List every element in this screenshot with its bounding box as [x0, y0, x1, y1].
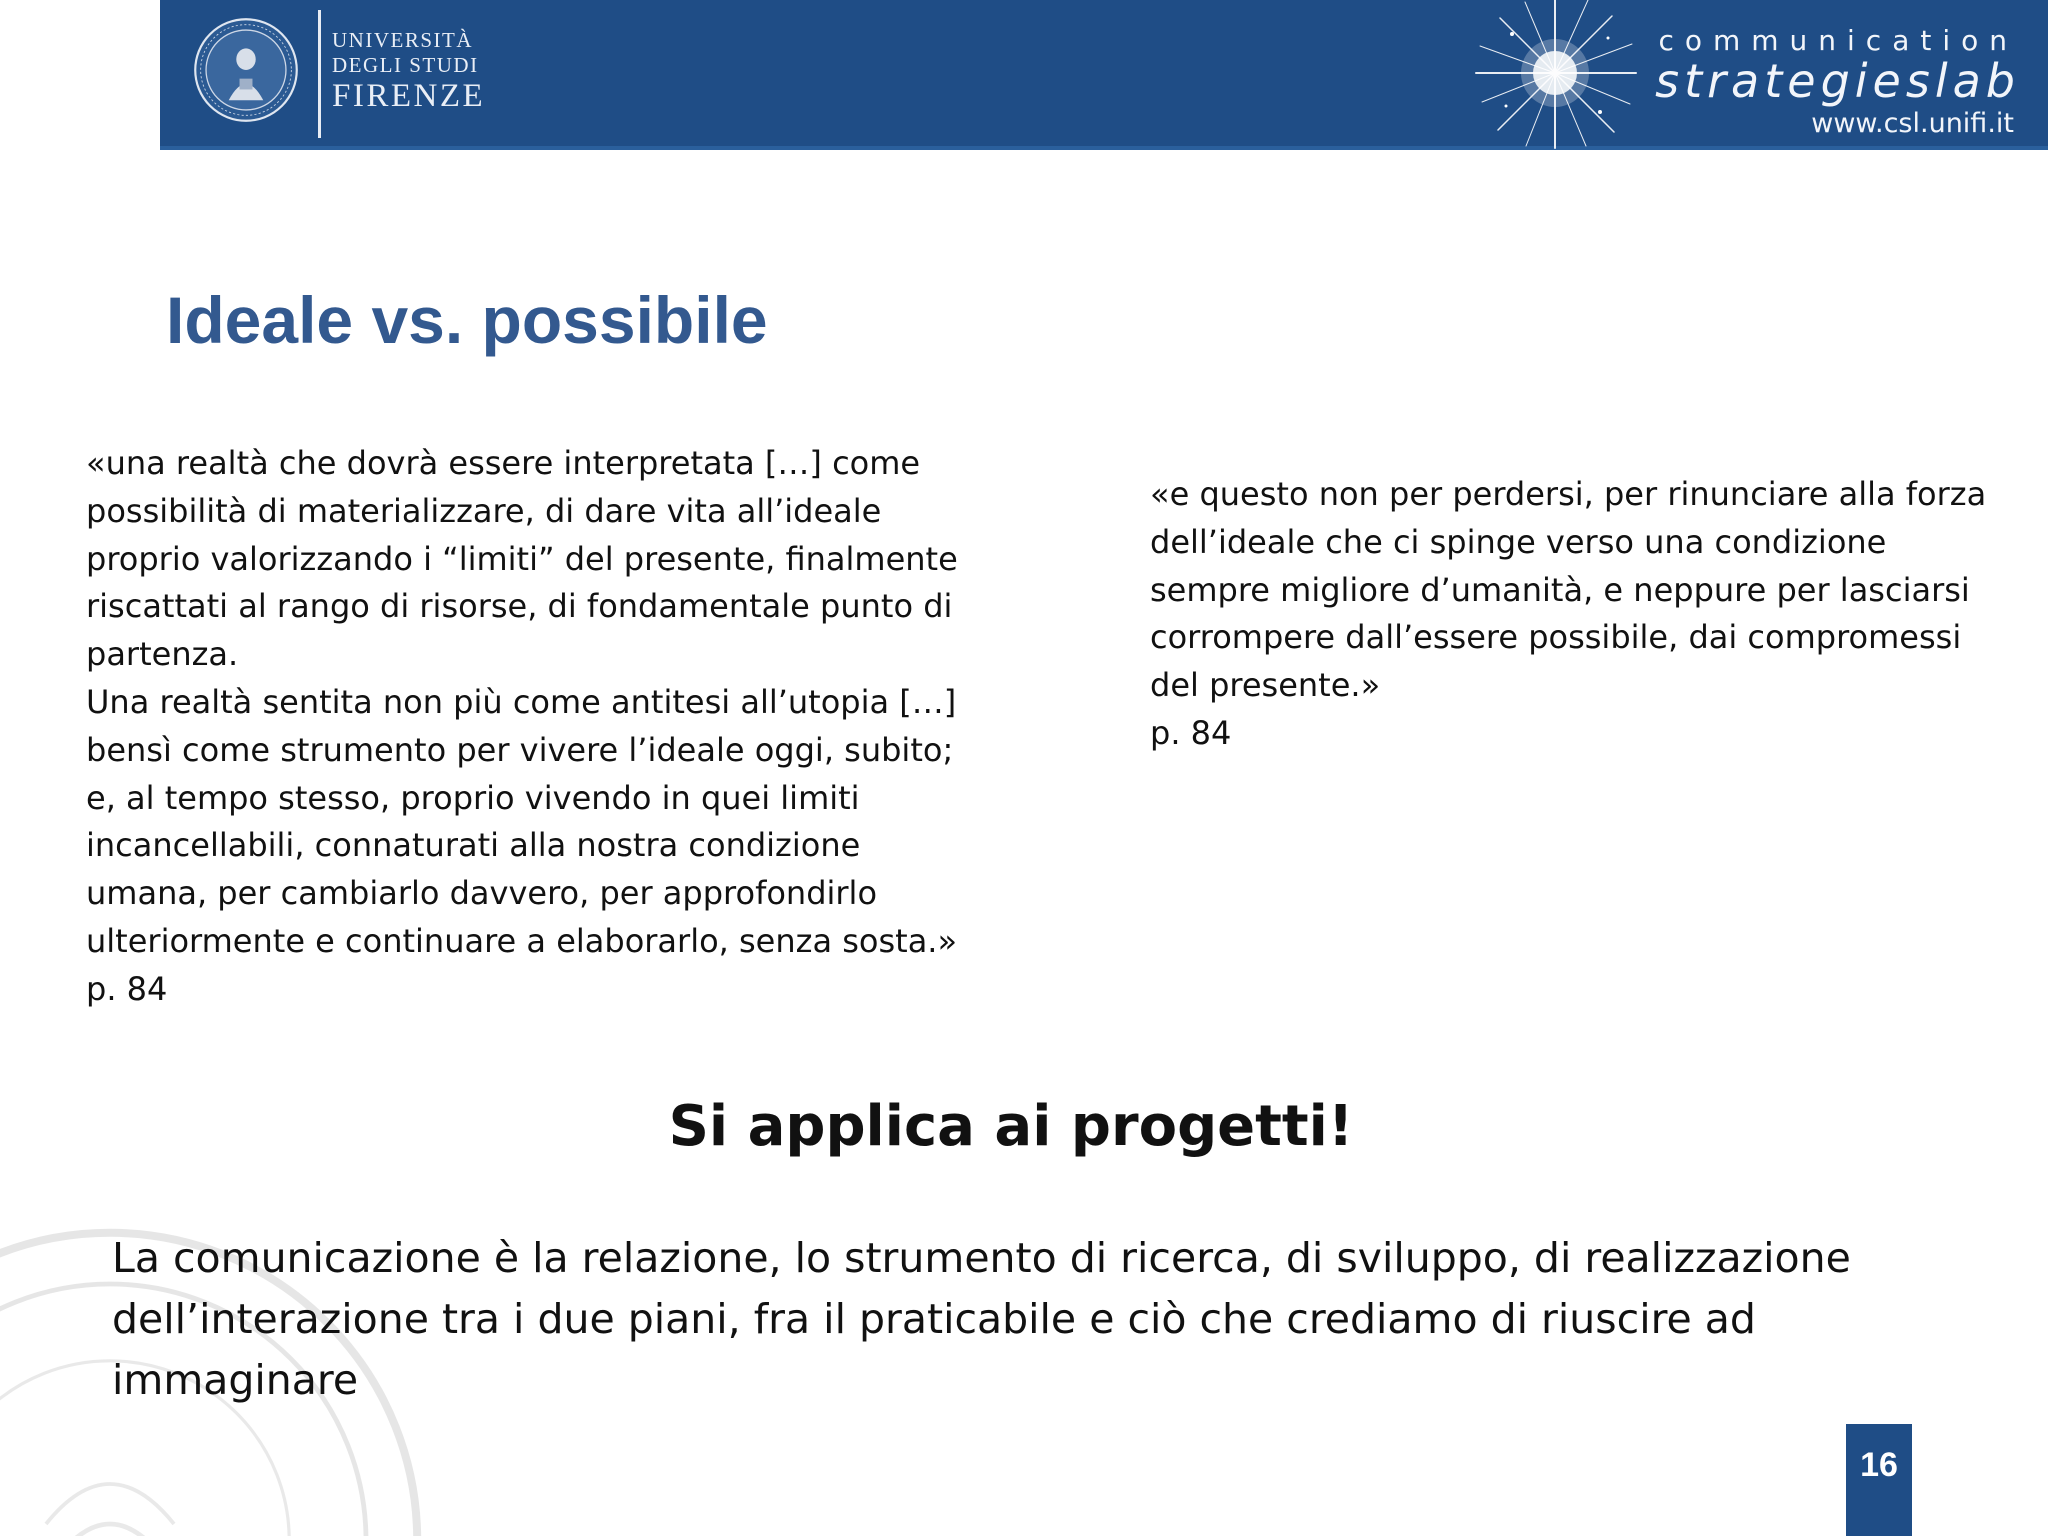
university-line3: FIRENZE [332, 78, 486, 114]
page-number: 16 [1846, 1424, 1912, 1536]
university-logo [332, 30, 485, 113]
logo-divider [318, 10, 321, 138]
starburst-icon [1470, 0, 1640, 152]
quote-left [86, 440, 986, 1014]
quote-right-text: «e questo non per perdersi, per rinunciare alla forza dell’ideale che ci spinge verso una condizione sempre migliore d’umanità, e neppure per lasciarsi corrompere dall’essere possibile, dai compromessi del presente.» [1150, 475, 1987, 705]
section-heading: Si applica ai progetti! [668, 1094, 1354, 1159]
quote-right-page-ref: p. 84 [1150, 713, 1232, 752]
university-line2: DEGLI STUDI [332, 53, 479, 77]
university-seal-icon [192, 16, 300, 124]
lab-logo-line1: communication [1658, 24, 2018, 57]
quote-left-page-ref: p. 84 [86, 969, 168, 1008]
slide-title: Ideale vs. possibile [166, 283, 768, 357]
quote-left-paragraph2: Una realtà sentita non più come antitesi all’utopia […] bensì come strumento per vivere l’ideale oggi, subito; e, al tempo stesso, proprio vivendo in quei limiti incancellabili, connaturati alla nostra condizione umana, per cambiarlo davvero, per approfondirlo ulteriormente e continuare a elaborarlo, senza sosta.» [86, 682, 958, 960]
header-bar [160, 0, 2048, 150]
university-line1: UNIVERSITÀ [332, 28, 473, 52]
lab-url: www.csl.unifi.it [1811, 108, 2014, 139]
quote-left-paragraph1: «una realtà che dovrà essere interpretata […] come possibilità di materializzare, di dare vita all’ideale proprio valorizzando i “limiti” del presente, finalmente riscattati al rango di risorse, di fondamentale punto di partenza. [86, 444, 958, 674]
quote-right [1150, 471, 2010, 758]
conclusion-text: La comunicazione è la relazione, lo strumento di ricerca, di sviluppo, di realizzazione dell’interazione tra i due piani, fra il praticabile e ciò che crediamo di riuscire ad immaginare [112, 1234, 1851, 1404]
lab-logo-line2: strategieslab [1655, 54, 2020, 108]
